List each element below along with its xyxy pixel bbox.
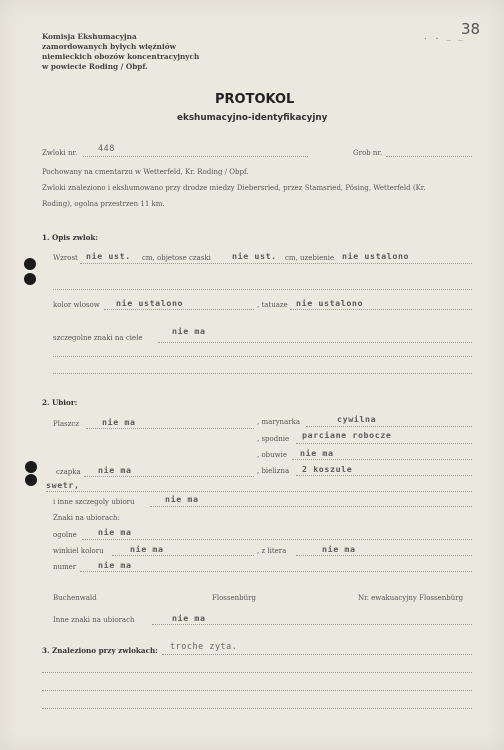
nr-ewakuacyjny-label: Nr. ewakuacyjny Flossenbürg xyxy=(358,594,464,602)
intro-line-2: Zwloki znaleziono i ekshumowano przy drodze miedzy Diebersried, przez Stamsried, Pösing, Wetterfeld (Kr. xyxy=(42,184,426,192)
punch-hole-top xyxy=(24,258,36,270)
ogolne-label: ogolne xyxy=(53,531,77,539)
org-line-2: zamordowanych byłych więźniów xyxy=(42,42,176,51)
inne-znaki-value: nie ma xyxy=(172,613,206,623)
czaszka-value: nie ust. xyxy=(232,251,277,261)
obuwie-value: nie ma xyxy=(300,448,334,458)
tatuaze-label: , tatuaze xyxy=(257,301,288,309)
kolor-label: kolor wlosow xyxy=(53,301,100,309)
czapka-label: czapka xyxy=(56,468,81,476)
section-2-heading: 2. Ubior: xyxy=(42,398,78,407)
grob-label: Grob nr. xyxy=(353,149,383,157)
org-line-3: niemieckich obozów koncentracyjnych xyxy=(42,52,200,61)
winkiel-value: nie ma xyxy=(130,544,164,554)
zwloki-label: Zwloki nr. xyxy=(42,149,78,157)
inne-szczegoly-label: i inne szczegoly ubioru xyxy=(53,498,135,506)
inne-znaki-label: Inne znaki na ubiorach xyxy=(53,616,135,624)
flossenburg-label: Flossenbürg xyxy=(212,594,256,602)
numer-label: numer xyxy=(53,563,77,571)
winkiel-label: winkiel koloru xyxy=(53,547,104,555)
section-1-heading: 1. Opis zwlok: xyxy=(42,233,98,242)
tatuaze-value: nie ustalono xyxy=(296,298,364,308)
bielizna-label: , bielizna xyxy=(257,467,290,475)
ogolne-value: nie ma xyxy=(98,527,132,537)
page-title: PROTOKOL xyxy=(215,92,295,107)
spodnie-value: parciane robocze xyxy=(302,430,392,440)
kolor-value: nie ustalono xyxy=(116,298,184,308)
znaki-na-ubiorach-label: Znaki na ubiorach: xyxy=(53,514,120,522)
punch-hole-bottom-lower xyxy=(25,474,37,486)
org-line-4: w powiecie Roding / Obpf. xyxy=(42,62,148,71)
marynarka-label: , marynarka xyxy=(257,418,301,426)
punch-hole-top-lower xyxy=(24,273,36,285)
section-3-value: troche zyta. xyxy=(170,642,238,652)
intro-line-1: Pochowany na cmentarzu w Wetterfeld, Kr. Roding / Obpf. xyxy=(42,168,249,176)
obuwie-label: , obuwie xyxy=(257,451,288,459)
corner-marks: . . _ _ xyxy=(423,32,464,41)
page-subtitle: ekshumacyjno-identyfikacyjny xyxy=(177,113,328,123)
czapka-value: nie ma xyxy=(98,465,132,475)
wzrost-value: nie ust. xyxy=(86,251,131,261)
zwloki-value: 448 xyxy=(98,144,115,154)
inne-szczegoly-value: nie ma xyxy=(165,494,199,504)
numer-value: nie ma xyxy=(98,560,132,570)
bielizna-value: 2 koszule xyxy=(302,464,353,474)
intro-line-3: Roding), ogolna przestrzen 11 km. xyxy=(42,200,165,208)
buchenwald-label: Buchenwald xyxy=(53,594,97,602)
cm-label-1: cm, objetose czaski xyxy=(142,254,211,262)
plaszcz-value: nie ma xyxy=(102,417,136,427)
marynarka-value: cywilna xyxy=(337,414,377,424)
org-header xyxy=(42,32,199,72)
punch-hole-bottom xyxy=(25,461,37,473)
plaszcz-label: Plaszcz xyxy=(53,420,80,428)
litera-label: , z litera xyxy=(257,547,287,555)
swetr-value: swetr, xyxy=(46,480,80,490)
spodnie-label: , spodnie xyxy=(257,435,290,443)
znaki-label: szczegolne znaki na ciele xyxy=(53,334,143,342)
cm-label-2: cm, uzebienie xyxy=(285,254,335,262)
znaki-value: nie ma xyxy=(172,326,206,336)
section-3-heading: 3. Znaleziono przy zwlokach: xyxy=(42,646,158,655)
uzebienie-value: nie ustalono xyxy=(342,251,410,261)
page-number: 38 xyxy=(461,20,481,38)
wzrost-label: Wzrost xyxy=(53,254,78,262)
litera-value: nie ma xyxy=(322,544,356,554)
org-line-1: Komisja Ekshumacyjna xyxy=(42,32,137,41)
